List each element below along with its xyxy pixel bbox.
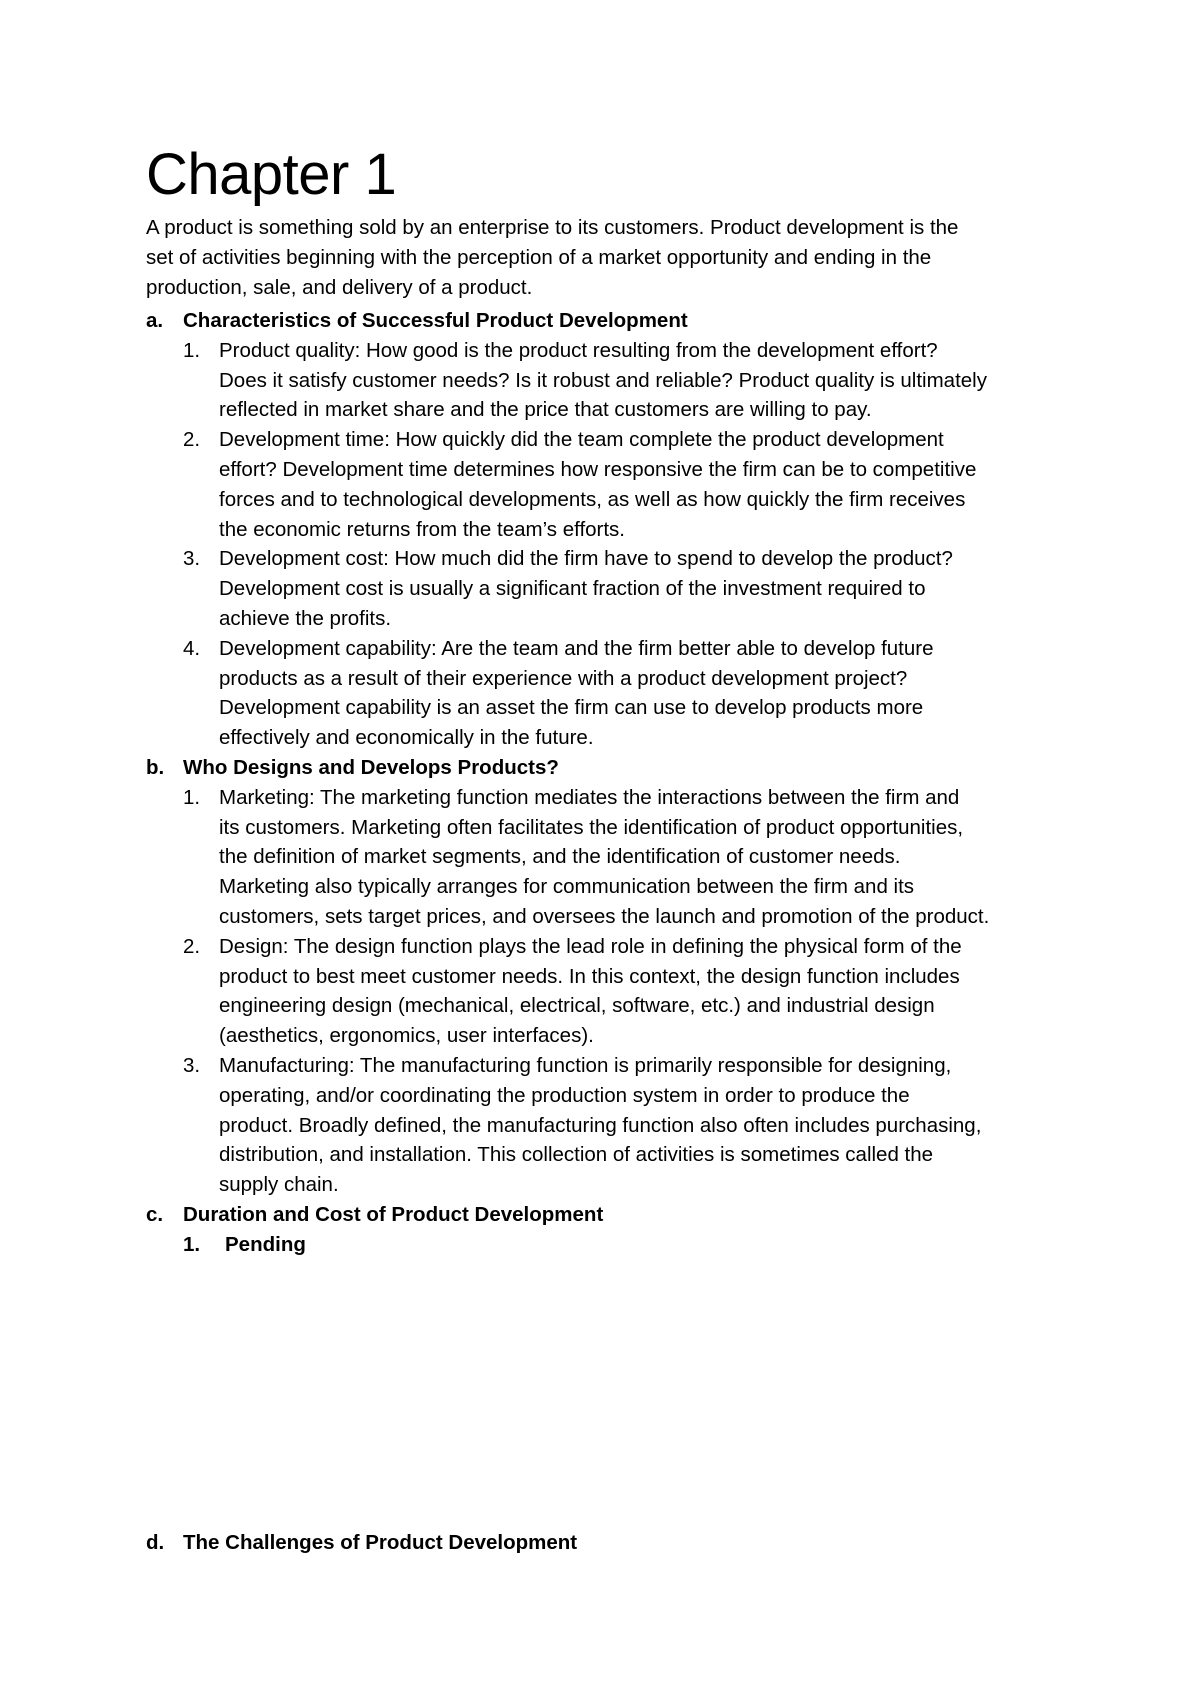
list-item-design <box>183 932 1086 1051</box>
item-number: 1. <box>183 338 201 362</box>
item-line: Development capability is an asset the firm can use to develop products more <box>219 696 924 720</box>
item-line: forces and to technological developments, as well as how quickly the firm receives <box>219 487 966 511</box>
list-item-product-quality <box>183 336 1086 425</box>
item-line: Development capability: Are the team and the firm better able to develop future <box>219 636 934 660</box>
item-line: effectively and economically in the future. <box>219 726 594 750</box>
item-line: product. Broadly defined, the manufacturing function also often includes purchasing, <box>219 1113 982 1137</box>
list-item-manufacturing <box>183 1051 1086 1200</box>
section-heading-text: Characteristics of Successful Product Development <box>183 309 688 332</box>
item-line: engineering design (mechanical, electrical, software, etc.) and industrial design <box>219 994 935 1018</box>
item-line: the economic returns from the team’s efforts. <box>219 517 626 541</box>
item-number: 2. <box>183 934 201 958</box>
item-line: the definition of market segments, and the identification of customer needs. <box>219 845 901 869</box>
list-item-development-capability <box>183 634 1086 753</box>
item-line: product to best meet customer needs. In this context, the design function includes <box>219 964 960 988</box>
item-number: 2. <box>183 428 201 452</box>
item-line: Product quality: How good is the product resulting from the development effort? <box>219 338 938 362</box>
section-marker: d. <box>146 1531 165 1554</box>
intro-paragraph <box>146 213 1066 302</box>
item-line: Marketing: The marketing function mediates the interactions between the firm and <box>219 785 960 809</box>
item-line: effort? Development time determines how responsive the firm can be to competitive <box>219 457 977 481</box>
section-marker: a. <box>146 309 164 332</box>
item-number: 3. <box>183 1053 201 1077</box>
item-line: supply chain. <box>219 1173 339 1197</box>
section-heading-text: The Challenges of Product Development <box>183 1531 578 1554</box>
item-line: Development time: How quickly did the team complete the product development <box>219 428 944 452</box>
item-line: Marketing also typically arranges for communication between the firm and its <box>219 875 915 899</box>
intro-line: A product is something sold by an enterprise to its customers. Product development is the <box>146 216 959 239</box>
intro-line: production, sale, and delivery of a product. <box>146 275 533 299</box>
section-marker: c. <box>146 1202 164 1226</box>
item-line: customers, sets target prices, and oversees the launch and promotion of the product. <box>219 904 990 928</box>
item-number: 1. <box>183 1232 201 1256</box>
intro-line: set of activities beginning with the perception of a market opportunity and ending in the <box>146 245 932 269</box>
list-item-development-cost <box>183 544 1086 633</box>
item-line: Design: The design function plays the lead role in defining the physical form of the <box>219 934 962 958</box>
section-heading <box>146 1528 1086 1558</box>
list-item-marketing <box>183 783 1086 932</box>
item-line: operating, and/or coordinating the production system in order to produce the <box>219 1083 910 1107</box>
item-line: its customers. Marketing often facilitates the identification of product opportunities, <box>219 815 964 839</box>
section-heading-text: Duration and Cost of Product Development <box>183 1202 604 1226</box>
item-line: Manufacturing: The manufacturing function is primarily responsible for designing, <box>219 1053 952 1077</box>
list-item-development-time <box>183 425 1086 544</box>
item-line: products as a result of their experience with a product development project? <box>219 666 908 690</box>
item-line: Development cost: How much did the firm have to spend to develop the product? <box>219 547 953 571</box>
item-line: Does it satisfy customer needs? Is it robust and reliable? Product quality is ultimately <box>219 368 987 392</box>
chapter-title: Chapter 1 <box>146 142 397 207</box>
item-line: Pending <box>225 1232 306 1256</box>
item-number: 4. <box>183 636 201 660</box>
section-heading <box>146 306 1086 336</box>
section-marker: b. <box>146 755 165 779</box>
item-number: 1. <box>183 785 201 809</box>
item-line: reflected in market share and the price that customers are willing to pay. <box>219 398 872 422</box>
section-heading <box>146 753 1086 783</box>
item-number: 3. <box>183 547 201 571</box>
item-line: Development cost is usually a significant fraction of the investment required to <box>219 577 926 601</box>
list-item-pending <box>183 1230 1086 1260</box>
section-heading-text: Who Designs and Develops Products? <box>183 755 559 779</box>
item-line: achieve the profits. <box>219 606 392 630</box>
item-line: (aesthetics, ergonomics, user interfaces). <box>219 1024 594 1048</box>
section-challenges <box>146 1528 1086 1558</box>
section-characteristics <box>146 306 1086 1260</box>
section-heading <box>146 1200 1086 1230</box>
item-line: distribution, and installation. This collection of activities is sometimes called the <box>219 1143 934 1167</box>
